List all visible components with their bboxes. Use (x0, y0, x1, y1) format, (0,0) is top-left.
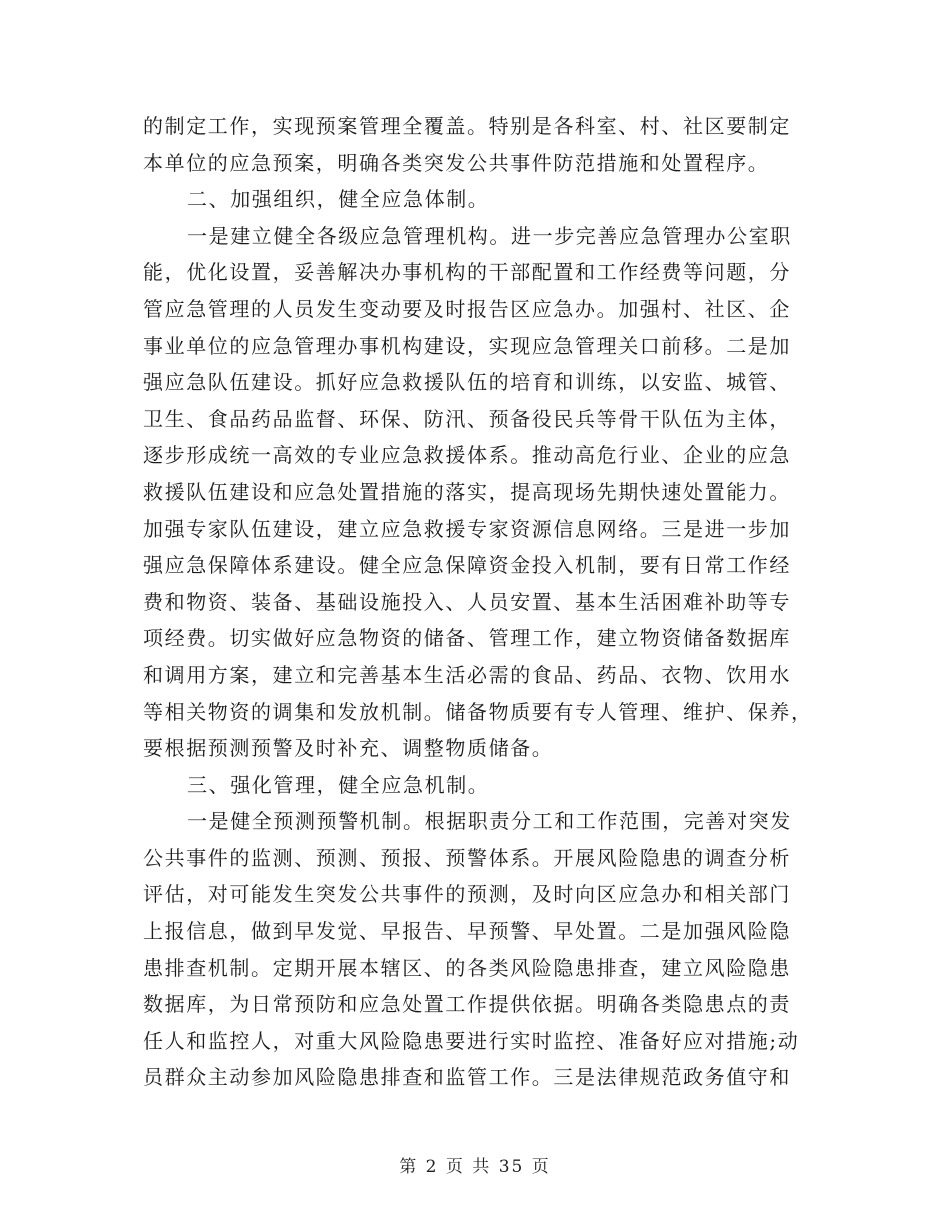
text-line: 卫生、食品药品监督、环保、防汛、预备役民兵等骨干队伍为主体， (143, 406, 791, 431)
text-line: 一是健全预测预警机制。根据职责分工和工作范围，完善对突发 (187, 809, 792, 834)
text-line: 本单位的应急预案，明确各类突发公共事件防范措施和处置程序。 (143, 150, 770, 175)
document-body (143, 108, 813, 1096)
text-line: 员群众主动参加风险隐患排查和监管工作。三是法律规范政务值守和 (143, 1065, 791, 1090)
text-line: 救援队伍建设和应急处置措施的落实，提高现场先期快速处置能力。 (143, 479, 791, 504)
text-line: 能，优化设置，妥善解决办事机构的干部配置和工作经费等问题，分 (143, 260, 791, 285)
text-line: 和调用方案，建立和完善基本生活必需的食品、药品、衣物、饮用水 (143, 662, 791, 687)
text-line: 上报信息，做到早发觉、早报告、早预警、早处置。二是加强风险隐 (143, 919, 791, 944)
text-line: 任人和监控人，对重大风险隐患要进行实时监控、准备好应对措施;动 (143, 1028, 800, 1053)
text-line: 加强专家队伍建设，建立应急救援专家资源信息网络。三是进一步加 (143, 516, 791, 541)
text-line: 逐步形成统一高效的专业应急救援体系。推动高危行业、企业的应急 (143, 443, 791, 468)
text-line: 二、加强组织，健全应急体制。 (187, 187, 490, 212)
text-line: 数据库，为日常预防和应急处置工作提供依据。明确各类隐患点的责 (143, 992, 791, 1017)
text-line: 一是建立健全各级应急管理机构。进一步完善应急管理办公室职 (187, 223, 792, 248)
text-line: 项经费。切实做好应急物资的储备、管理工作，建立物资储备数据库 (143, 626, 791, 651)
text-line: 事业单位的应急管理办事机构建设，实现应急管理关口前移。二是加 (143, 333, 791, 358)
text-line: 强应急队伍建设。抓好应急救援队伍的培育和训练，以安监、城管、 (143, 370, 791, 395)
text-line: 管应急管理的人员发生变动要及时报告区应急办。加强村、社区、企 (143, 296, 791, 321)
text-line: 患排查机制。定期开展本辖区、的各类风险隐患排查，建立风险隐患 (143, 955, 791, 980)
text-line: 等相关物资的调集和发放机制。储备物质要有专人管理、维护、保养， (143, 699, 813, 724)
text-line: 评估，对可能发生突发公共事件的预测，及时向区应急办和相关部门 (143, 882, 791, 907)
text-line: 三、强化管理，健全应急机制。 (187, 772, 490, 797)
text-line: 要根据预测预警及时补充、调整物质储备。 (143, 736, 554, 761)
text-line: 费和物资、装备、基础设施投入、人员安置、基本生活困难补助等专 (143, 589, 791, 614)
text-line: 的制定工作，实现预案管理全覆盖。特别是各科室、村、社区要制定 (143, 114, 791, 138)
text-line: 公共事件的监测、预测、预报、预警体系。开展风险隐患的调查分析 (143, 845, 791, 870)
page-number-footer: 第 2 页 共 35 页 (399, 1157, 551, 1177)
text-line: 强应急保障体系建设。健全应急保障资金投入机制，要有日常工作经 (143, 553, 791, 578)
